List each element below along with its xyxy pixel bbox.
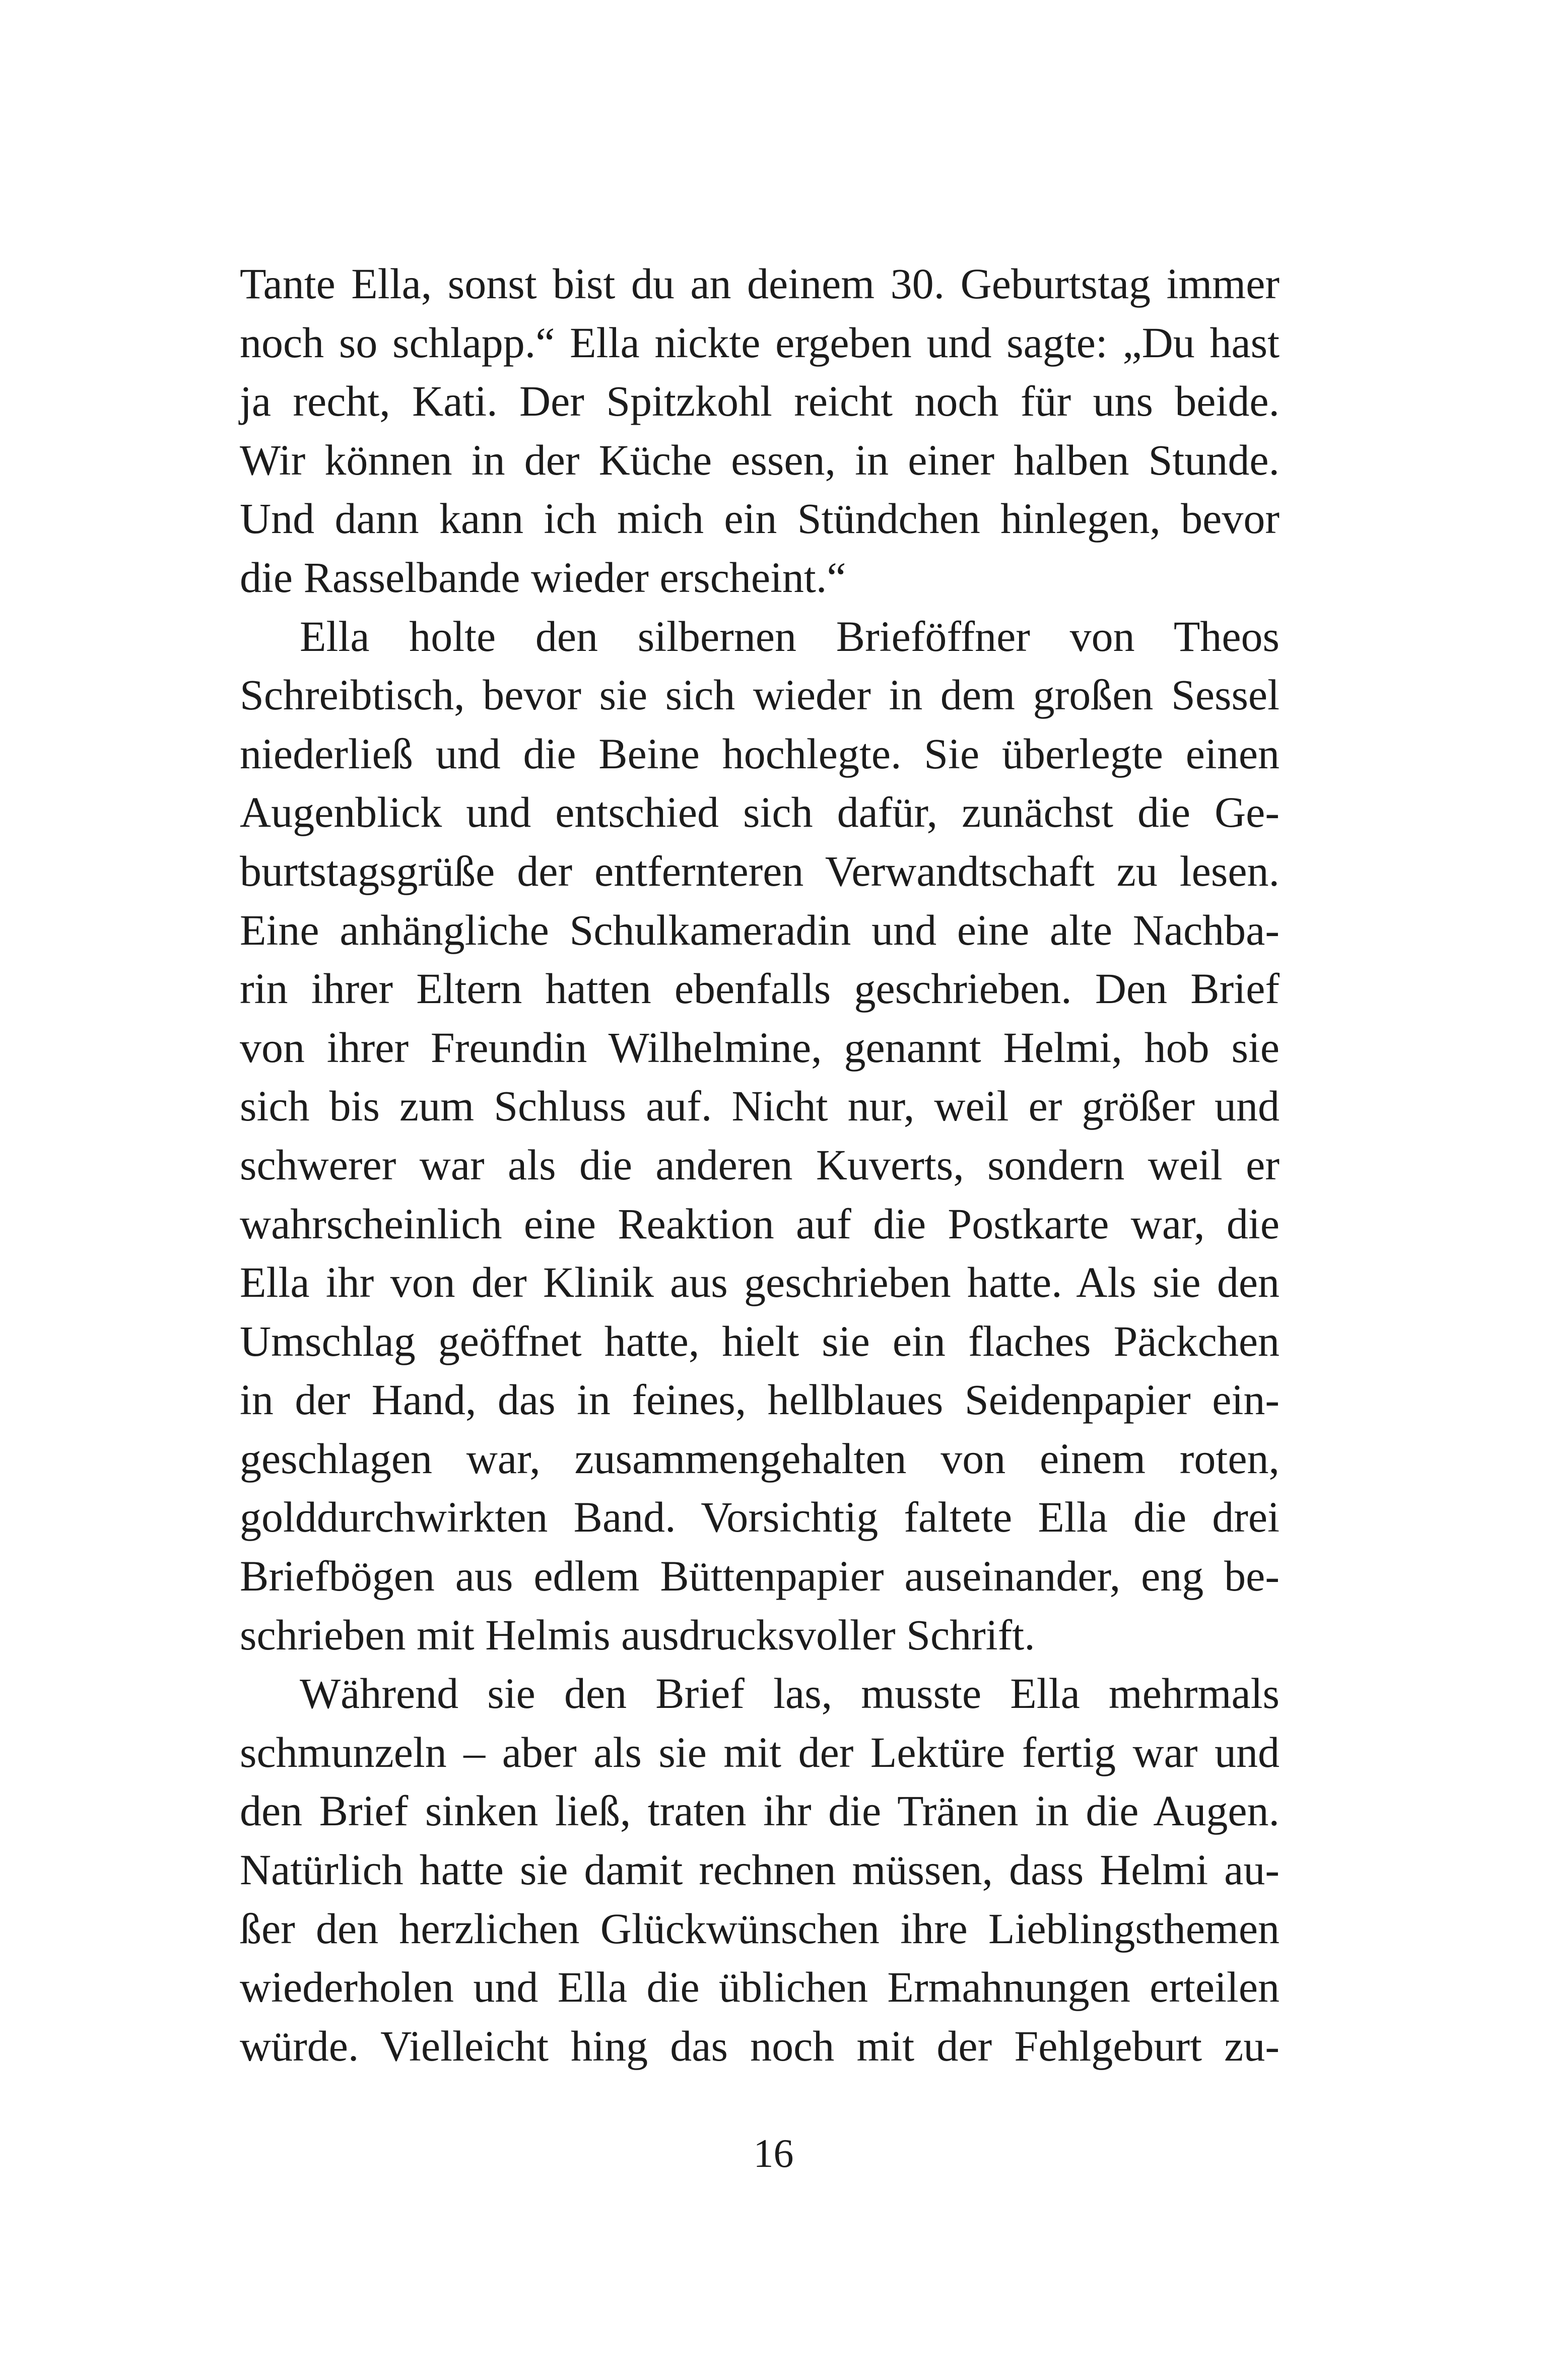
text-line: wiederholen und Ella die üblichen Ermahnungen erteilen bbox=[240, 1963, 1280, 2012]
text-line: noch so schlapp.“ Ella nickte ergeben und sagte: „Du hast bbox=[240, 318, 1280, 367]
text-line: Ella ihr von der Klinik aus geschrieben hatte. Als sie den bbox=[240, 1258, 1280, 1307]
text-line: Natürlich hatte sie damit rechnen müssen, dass Helmi au- bbox=[240, 1845, 1280, 1894]
text-line: ja recht, Kati. Der Spitzkohl reicht noch für uns beide. bbox=[240, 377, 1280, 426]
text-line: sich bis zum Schluss auf. Nicht nur, weil er größer und bbox=[240, 1082, 1280, 1131]
text-line: die Rasselbande wieder erscheint.“ bbox=[240, 553, 846, 602]
page-number: 16 bbox=[753, 2132, 794, 2176]
text-line: Und dann kann ich mich ein Stündchen hinlegen, bevor bbox=[240, 494, 1280, 543]
text-line: den Brief sinken ließ, traten ihr die Tränen in die Augen. bbox=[240, 1787, 1280, 1835]
text-line: Tante Ella, sonst bist du an deinem 30. Geburtstag immer bbox=[240, 259, 1280, 308]
text-line: burtstagsgrüße der entfernteren Verwandtschaft zu lesen. bbox=[240, 846, 1280, 895]
text-line: schmunzeln – aber als sie mit der Lektüre fertig war und bbox=[240, 1728, 1280, 1776]
text-line: in der Hand, das in feines, hellblaues Seidenpapier ein- bbox=[240, 1375, 1280, 1424]
text-line: rin ihrer Eltern hatten ebenfalls geschrieben. Den Brief bbox=[240, 964, 1280, 1013]
body-text bbox=[240, 254, 1280, 2075]
text-line: schrieben mit Helmis ausdrucksvoller Schrift. bbox=[240, 1610, 1035, 1659]
text-line: Briefbögen aus edlem Büttenpapier auseinander, eng be- bbox=[240, 1552, 1280, 1601]
text-line: ßer den herzlichen Glückwünschen ihre Lieblingsthemen bbox=[240, 1904, 1280, 1953]
text-line: wahrscheinlich eine Reaktion auf die Postkarte war, die bbox=[240, 1199, 1280, 1248]
text-line: geschlagen war, zusammengehalten von einem roten, bbox=[240, 1434, 1280, 1483]
text-line: Augenblick und entschied sich dafür, zunächst die Ge- bbox=[240, 788, 1280, 837]
text-line: würde. Vielleicht hing das noch mit der Fehlgeburt zu- bbox=[240, 2021, 1280, 2070]
text-line: Schreibtisch, bevor sie sich wieder in dem großen Sessel bbox=[240, 671, 1280, 719]
text-line: von ihrer Freundin Wilhelmine, genannt Helmi, hob sie bbox=[240, 1023, 1280, 1072]
text-line: Ella holte den silbernen Brieföffner von Theos bbox=[300, 612, 1280, 660]
text-line: golddurchwirkten Band. Vorsichtig faltete Ella die drei bbox=[240, 1493, 1280, 1542]
text-line: schwerer war als die anderen Kuverts, sondern weil er bbox=[240, 1140, 1280, 1189]
text-line: Umschlag geöffnet hatte, hielt sie ein flaches Päckchen bbox=[240, 1316, 1280, 1365]
text-line: niederließ und die Beine hochlegte. Sie überlegte einen bbox=[240, 729, 1280, 778]
text-line: Eine anhängliche Schulkameradin und eine alte Nachba- bbox=[240, 905, 1280, 954]
text-line: Wir können in der Küche essen, in einer halben Stunde. bbox=[240, 435, 1280, 484]
text-line: Während sie den Brief las, musste Ella mehrmals bbox=[300, 1669, 1280, 1718]
